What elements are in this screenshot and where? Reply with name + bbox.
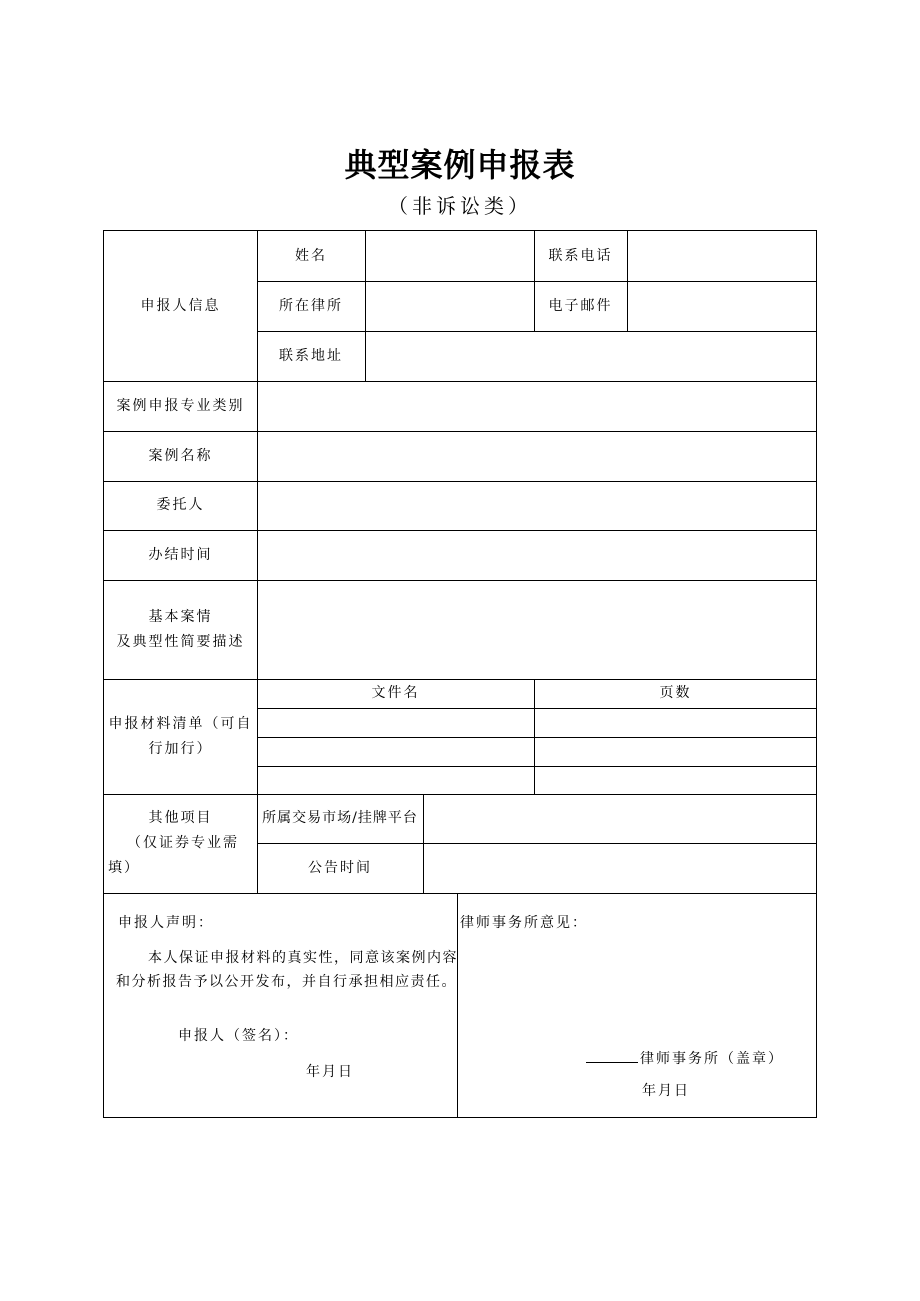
material-filename-cell[interactable] [258, 767, 534, 794]
category-label: 案例申报专业类别 [116, 397, 245, 414]
name-label: 姓名 [295, 247, 327, 264]
category-field[interactable] [258, 382, 817, 431]
phone-label: 联系电话 [548, 247, 613, 264]
name-field[interactable] [366, 232, 534, 281]
description-label [104, 580, 257, 679]
case-name-label: 案例名称 [148, 447, 213, 464]
form-title: 典型案例申报表 [344, 146, 576, 184]
announcement-time-label: 公告时间 [308, 859, 372, 876]
declaration-heading: 申报人声明： [118, 915, 214, 931]
firm-name-blank[interactable] [586, 1048, 638, 1063]
market-field[interactable] [424, 795, 817, 843]
other-items-label-line1: 其他项目 [148, 810, 213, 826]
description-label-line1: 基本案情 [148, 608, 213, 625]
form-subtitle: （非诉讼类） [388, 194, 532, 218]
materials-label [104, 679, 257, 794]
completion-time-label: 办结时间 [148, 546, 213, 563]
material-pages-cell[interactable] [535, 767, 817, 794]
application-form [103, 230, 817, 1118]
material-pages-cell[interactable] [535, 709, 817, 737]
filename-column-header: 文件名 [371, 685, 420, 701]
phone-field[interactable] [628, 232, 817, 281]
declaration-date-label: 年月日 [306, 1064, 354, 1080]
other-items-label [104, 794, 257, 893]
material-filename-cell[interactable] [258, 738, 534, 766]
materials-label-line2: 行加行） [148, 740, 213, 757]
description-label-line2: 及典型性简要描述 [116, 633, 245, 650]
description-field[interactable] [258, 581, 817, 679]
market-label: 所属交易市场/挂牌平台 [262, 810, 418, 826]
firm-seal-label: 律师事务所（盖章） [640, 1051, 784, 1067]
pages-column-header: 页数 [659, 685, 692, 701]
declaration-body-line1: 本人保证申报材料的真实性，同意该案例内容 [148, 950, 458, 966]
case-name-field[interactable] [258, 432, 817, 481]
other-items-label-line2: （仅证券专业需 [127, 835, 239, 851]
firm-field[interactable] [366, 282, 534, 331]
firm-label: 所在律所 [279, 297, 343, 314]
email-label: 电子邮件 [548, 297, 613, 314]
firm-opinion-field[interactable] [464, 937, 810, 1037]
material-filename-cell[interactable] [258, 709, 534, 737]
signature-field[interactable] [304, 1023, 444, 1049]
client-field[interactable] [258, 482, 817, 530]
address-label: 联系地址 [279, 347, 343, 364]
other-items-label-line3: 填） [108, 860, 140, 876]
announcement-time-field[interactable] [424, 844, 817, 893]
firm-date-label: 年月日 [642, 1083, 690, 1099]
email-field[interactable] [628, 282, 817, 331]
firm-seal-line [586, 1048, 784, 1069]
completion-time-field[interactable] [258, 531, 817, 580]
signature-label: 申报人（签名）： [178, 1028, 299, 1044]
address-field[interactable] [366, 332, 817, 381]
client-label: 委托人 [156, 497, 205, 513]
applicant-section-label: 申报人信息 [140, 297, 221, 314]
firm-opinion-heading: 律师事务所意见： [460, 915, 588, 931]
materials-label-line1: 申报材料清单（可自 [108, 715, 253, 732]
declaration-body-line2: 和分析报告予以公开发布，并自行承担相应责任。 [116, 974, 457, 990]
material-pages-cell[interactable] [535, 738, 817, 766]
row-divider [104, 893, 817, 894]
column-divider [457, 893, 458, 1118]
